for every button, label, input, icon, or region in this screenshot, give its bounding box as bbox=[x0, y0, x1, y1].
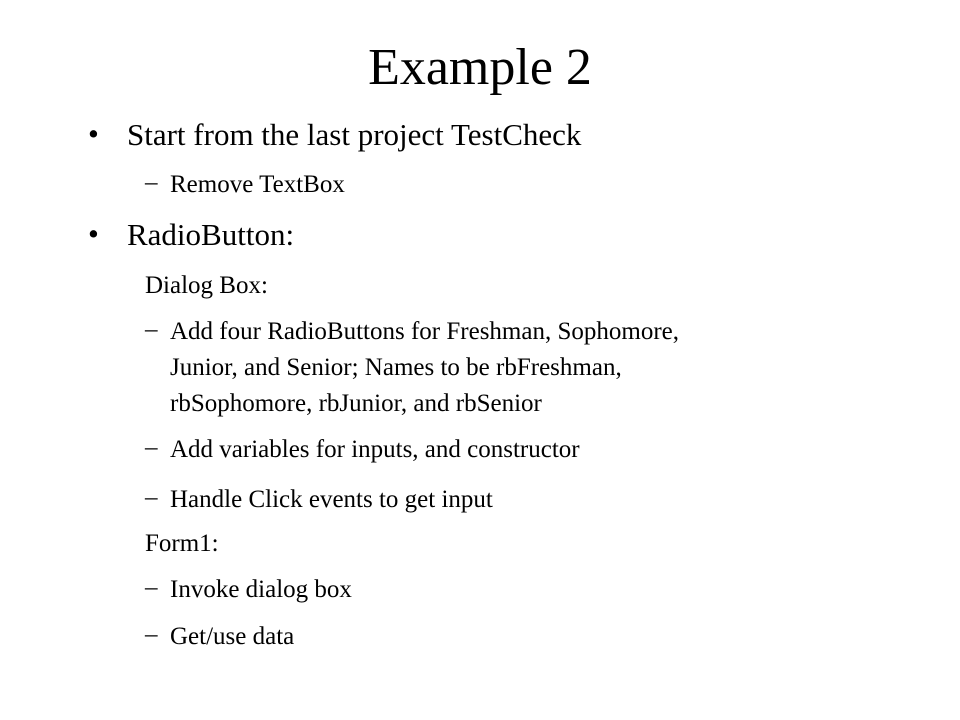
bullet-marker: • bbox=[88, 216, 99, 251]
bullet-marker: • bbox=[88, 116, 99, 151]
subitem-add-radiobuttons-line-2: Junior, and Senior; Names to be rbFreshman, bbox=[170, 354, 622, 381]
subitem-add-radiobuttons-line-1: Add four RadioButtons for Freshman, Sophomore, bbox=[170, 318, 679, 345]
subitem-add-radiobuttons-line-3: rbSophomore, rbJunior, and rbSenior bbox=[170, 390, 542, 417]
dash-marker: – bbox=[145, 316, 158, 343]
dash-marker: – bbox=[145, 574, 158, 601]
slide-title: Example 2 bbox=[368, 39, 592, 96]
bullet-radiobutton: RadioButton: bbox=[127, 217, 295, 252]
section-dialog-box: Dialog Box: bbox=[145, 272, 268, 299]
dash-marker: – bbox=[145, 484, 158, 511]
dash-marker: – bbox=[145, 434, 158, 461]
subitem-invoke-dialog: Invoke dialog box bbox=[170, 576, 352, 603]
subitem-handle-click: Handle Click events to get input bbox=[170, 486, 493, 513]
subitem-get-use-data: Get/use data bbox=[170, 623, 295, 650]
dash-marker: – bbox=[145, 621, 158, 648]
subitem-remove-textbox: Remove TextBox bbox=[170, 171, 345, 198]
section-form1: Form1: bbox=[145, 530, 219, 557]
dash-marker: – bbox=[145, 169, 158, 196]
bullet-start-project: Start from the last project TestCheck bbox=[127, 117, 582, 152]
subitem-add-variables: Add variables for inputs, and constructor bbox=[170, 436, 580, 463]
